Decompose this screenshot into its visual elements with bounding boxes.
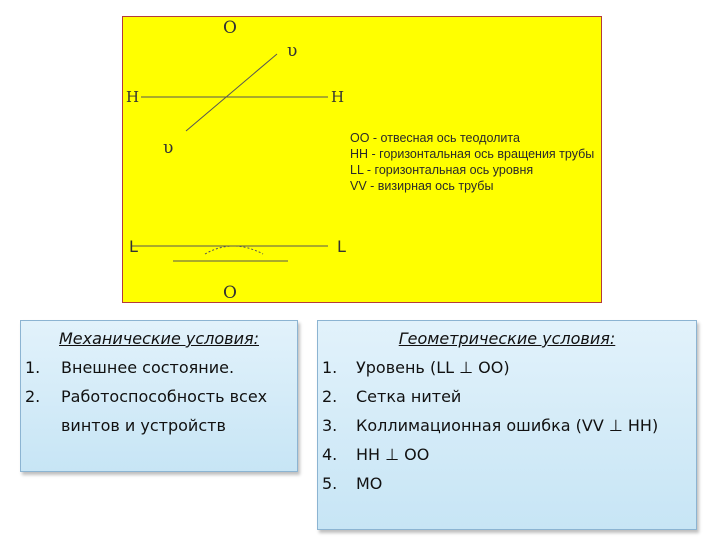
mechanical-item (21, 382, 297, 440)
label-l-right: L (337, 237, 346, 256)
item-number: 4. (322, 445, 338, 464)
item-text: Уровень (LL ⊥ OO) (356, 358, 510, 377)
axes-legend (350, 130, 594, 194)
level-vial-arc (205, 246, 263, 254)
item-number: 2. (322, 387, 338, 406)
diagram-panel (122, 16, 602, 303)
item-text: Коллимационная ошибка (VV ⊥ HH) (356, 416, 659, 435)
label-o-bottom: O (223, 283, 237, 303)
item-number: 3. (322, 416, 338, 435)
label-v-lower: υ (163, 138, 174, 158)
legend-item-oo: OO - отвесная ось теодолита (350, 131, 520, 145)
mechanical-conditions-box (20, 320, 298, 472)
label-h-right: H (331, 88, 345, 106)
geometric-item (318, 469, 696, 498)
item-text: МО (356, 474, 383, 493)
geometric-item (318, 382, 696, 411)
mechanical-conditions-title: Механические условия: (59, 329, 259, 348)
item-text: Работоспособность всех винтов и устройств (61, 387, 268, 435)
label-h-left: H (126, 88, 140, 106)
label-l-left: L (129, 237, 138, 256)
label-v-upper: υ (287, 41, 298, 61)
geometric-conditions-list (318, 353, 696, 498)
geometric-conditions-title: Геометрические условия: (398, 329, 616, 348)
vv-axis-line (186, 54, 277, 131)
item-number: 5. (322, 474, 338, 493)
legend-item-hh: HH - горизонтальная ось вращения трубы (350, 147, 595, 161)
item-text: Внешнее состояние. (61, 358, 235, 377)
legend-item-vv: VV - визирная ось трубы (350, 179, 494, 193)
item-number: 2. (25, 387, 41, 406)
item-number: 1. (25, 358, 41, 377)
label-o-top: O (223, 18, 237, 38)
item-number: 1. (322, 358, 338, 377)
legend-item-ll: LL - горизонтальная ось уровня (350, 163, 534, 177)
mechanical-item (21, 353, 297, 382)
item-text: HH ⊥ OO (356, 445, 430, 464)
geometric-conditions-box (317, 320, 697, 530)
mechanical-conditions-list (21, 353, 297, 440)
item-text: Сетка нитей (356, 387, 462, 406)
geometric-item (318, 411, 696, 440)
geometric-item (318, 353, 696, 382)
geometric-item (318, 440, 696, 469)
